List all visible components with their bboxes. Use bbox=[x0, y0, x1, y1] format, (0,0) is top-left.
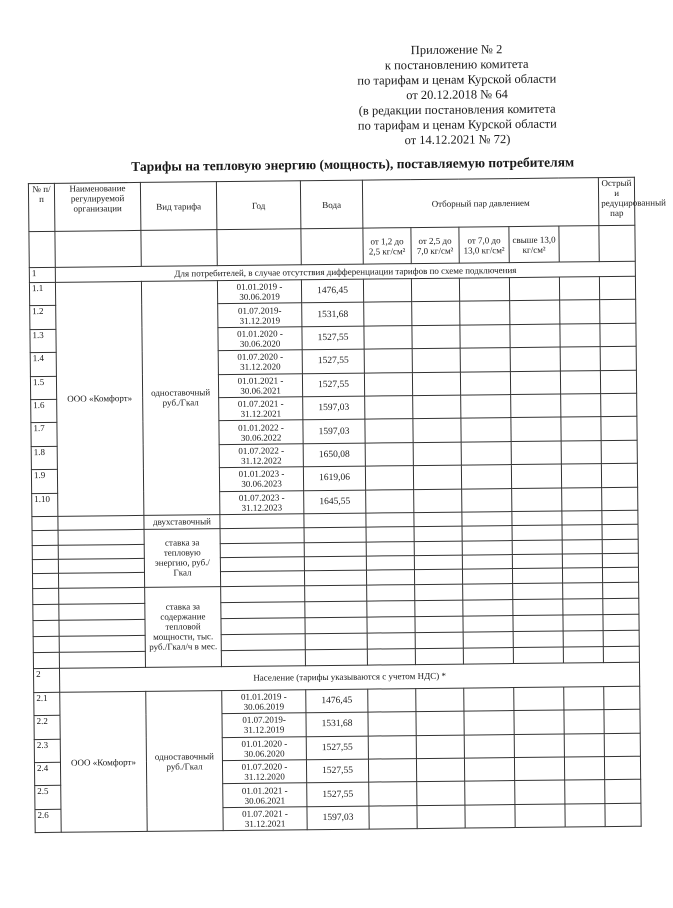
empty-cell bbox=[462, 540, 512, 555]
water-value: 1597,03 bbox=[303, 396, 365, 420]
empty-cell bbox=[365, 466, 413, 490]
empty-cell bbox=[564, 733, 604, 757]
water-value: 1531,68 bbox=[302, 302, 364, 326]
empty-cell bbox=[463, 599, 513, 616]
empty-cell bbox=[415, 616, 463, 633]
empty-cell bbox=[220, 514, 304, 529]
empty-cell bbox=[412, 301, 460, 325]
row-number: 2.2 bbox=[34, 716, 60, 740]
empty-cell bbox=[462, 488, 512, 512]
empty-cell bbox=[415, 632, 463, 649]
empty-cell bbox=[602, 510, 638, 524]
period-cell: 01.07.2020 - 31.12.2020 bbox=[218, 350, 302, 374]
row-number: 2.6 bbox=[35, 809, 61, 833]
empty-cell bbox=[563, 647, 603, 663]
water-value: 1527,55 bbox=[306, 759, 368, 783]
empty-cell bbox=[32, 516, 58, 530]
empty-cell bbox=[59, 603, 145, 620]
empty-cell bbox=[304, 513, 366, 528]
empty-cell bbox=[460, 348, 510, 372]
empty-cell bbox=[32, 573, 58, 588]
empty-cell bbox=[602, 487, 638, 511]
empty-cell bbox=[364, 325, 412, 349]
empty-cell bbox=[560, 347, 600, 371]
empty-cell bbox=[464, 734, 514, 758]
empty-cell bbox=[59, 635, 145, 652]
period-cell: 01.01.2019 - 30.06.2019 bbox=[222, 690, 306, 714]
capacity-rate: ставка за содержание тепловой мощности, тыс. руб./Гкал/ч в мес. bbox=[145, 587, 222, 668]
two-part-tariff: двухставочный bbox=[144, 515, 220, 530]
empty-cell bbox=[413, 465, 461, 489]
empty-cell bbox=[221, 586, 305, 603]
empty-cell bbox=[414, 541, 462, 556]
empty-cell bbox=[562, 554, 602, 568]
empty-cell bbox=[512, 540, 562, 555]
empty-cell bbox=[560, 370, 600, 394]
section-title: Для потребителей, в случае отсутствия дифференциации тарифов по схеме подключения bbox=[55, 261, 635, 282]
empty-cell bbox=[601, 393, 637, 417]
empty-cell bbox=[601, 417, 637, 441]
empty-cell bbox=[59, 619, 145, 636]
empty-cell bbox=[304, 556, 366, 571]
empty-cell bbox=[603, 630, 639, 646]
empty-cell bbox=[220, 571, 304, 587]
empty-cell bbox=[562, 540, 602, 554]
empty-cell bbox=[304, 542, 366, 557]
empty-cell bbox=[220, 528, 304, 544]
empty-cell bbox=[462, 525, 512, 541]
period-cell: 01.07.2019- 31.12.2019 bbox=[218, 303, 302, 327]
empty-cell bbox=[368, 688, 416, 712]
empty-cell bbox=[367, 616, 415, 633]
empty-cell bbox=[513, 631, 563, 648]
empty-cell bbox=[602, 524, 638, 539]
period-cell: 01.01.2020 - 30.06.2020 bbox=[218, 327, 302, 351]
empty-cell bbox=[509, 277, 559, 301]
period-cell: 01.07.2019- 31.12.2019 bbox=[222, 713, 306, 737]
empty-cell bbox=[58, 544, 144, 559]
document-title: Тарифы на тепловую энергию (мощность), поставляемую потребителям bbox=[131, 154, 575, 175]
empty-cell bbox=[220, 543, 304, 558]
empty-cell bbox=[603, 582, 639, 598]
empty-cell bbox=[511, 464, 561, 488]
empty-cell bbox=[366, 489, 414, 513]
empty-cell bbox=[513, 599, 563, 616]
empty-cell bbox=[58, 515, 144, 530]
empty-cell bbox=[366, 526, 414, 542]
appendix-line: (в редакции постановления комитета bbox=[358, 101, 556, 118]
period-cell: 01.01.2022 - 30.06.2022 bbox=[219, 420, 303, 444]
empty-cell bbox=[599, 276, 635, 300]
empty-cell bbox=[564, 687, 604, 711]
empty-cell bbox=[463, 583, 513, 600]
empty-cell bbox=[562, 511, 602, 525]
empty-cell bbox=[363, 279, 411, 303]
empty-cell bbox=[563, 599, 603, 615]
empty-cell bbox=[604, 756, 640, 780]
empty-cell bbox=[562, 568, 602, 583]
header-org: Наименование регулируемой организации bbox=[54, 182, 140, 231]
appendix-line: Приложение № 2 bbox=[410, 42, 503, 58]
header-steam-sub: от 1,2 до 2,5 кг/см² bbox=[363, 228, 411, 265]
empty-cell bbox=[461, 441, 511, 465]
empty-cell bbox=[603, 646, 639, 662]
water-value: 1527,55 bbox=[307, 783, 369, 807]
section-num: 1 bbox=[29, 267, 55, 282]
empty-cell bbox=[510, 347, 560, 371]
empty-cell bbox=[605, 803, 641, 827]
empty-cell bbox=[460, 301, 510, 325]
period-cell: 01.07.2021 - 31.12.2021 bbox=[223, 807, 307, 831]
empty-cell bbox=[369, 805, 417, 829]
appendix-line: от 20.12.2018 № 64 bbox=[406, 87, 508, 103]
period-cell: 01.01.2023 - 30.06.2023 bbox=[219, 467, 303, 491]
empty-cell bbox=[413, 418, 461, 442]
header-steam-sub: свыше 13,0 кг/см² bbox=[509, 226, 559, 263]
empty-cell bbox=[600, 300, 636, 324]
empty-cell bbox=[58, 572, 144, 588]
empty-cell bbox=[461, 418, 511, 442]
empty-cell bbox=[305, 633, 367, 650]
water-value: 1527,55 bbox=[302, 326, 364, 350]
empty-cell bbox=[562, 525, 602, 540]
empty-cell bbox=[416, 735, 464, 759]
empty-cell bbox=[220, 557, 304, 572]
water-value: 1597,03 bbox=[303, 419, 365, 443]
header-sharp-steam: Острый и редуцированный пар bbox=[598, 177, 635, 225]
period-cell: 01.01.2021 - 30.06.2021 bbox=[223, 783, 307, 807]
row-number: 2.3 bbox=[34, 739, 60, 763]
row-number: 2.1 bbox=[34, 692, 60, 716]
empty-cell bbox=[412, 348, 460, 372]
header-steam: Отборный пар давлением bbox=[362, 178, 599, 228]
empty-cell bbox=[367, 584, 415, 601]
empty-cell bbox=[460, 324, 510, 348]
empty-cell bbox=[305, 617, 367, 634]
water-value: 1645,55 bbox=[304, 490, 366, 514]
empty-cell bbox=[563, 615, 603, 631]
empty-cell bbox=[304, 527, 366, 543]
row-number: 1.7 bbox=[31, 423, 57, 447]
empty-cell bbox=[514, 757, 564, 781]
period-cell: 01.07.2021 - 31.12.2021 bbox=[219, 397, 303, 421]
header-steam-sub: от 7,0 до 13,0 кг/см² bbox=[459, 227, 509, 264]
empty-cell bbox=[414, 555, 462, 570]
empty-cell bbox=[364, 302, 412, 326]
empty-cell bbox=[511, 394, 561, 418]
empty-cell bbox=[368, 759, 416, 783]
empty-cell bbox=[560, 300, 600, 324]
period-cell: 01.07.2023 - 31.12.2023 bbox=[220, 490, 304, 514]
empty-cell bbox=[366, 541, 414, 556]
empty-cell bbox=[462, 511, 512, 526]
empty-cell bbox=[464, 687, 514, 711]
row-number: 1.5 bbox=[30, 376, 56, 400]
empty-cell bbox=[510, 371, 560, 395]
empty-cell bbox=[221, 634, 305, 651]
empty-cell bbox=[510, 324, 560, 348]
row-number: 2.4 bbox=[34, 762, 60, 786]
empty-cell bbox=[59, 651, 145, 668]
header-tariff-type: Вид тарифа bbox=[140, 182, 216, 231]
empty-cell bbox=[604, 710, 640, 734]
empty-cell bbox=[33, 652, 59, 668]
empty-cell bbox=[603, 567, 639, 582]
empty-cell bbox=[305, 585, 367, 602]
empty-cell bbox=[601, 440, 637, 464]
empty-cell bbox=[369, 782, 417, 806]
empty-cell bbox=[367, 632, 415, 649]
header-water: Вода bbox=[300, 180, 362, 229]
appendix-header bbox=[326, 41, 587, 149]
section-num: 2 bbox=[33, 668, 59, 692]
period-cell: 01.01.2021 - 30.06.2021 bbox=[218, 373, 302, 397]
empty-cell bbox=[417, 782, 465, 806]
empty-cell bbox=[414, 512, 462, 527]
appendix-line: от 14.12.2021 № 72) bbox=[404, 132, 511, 148]
organization-name: ООО «Комфорт» bbox=[60, 691, 147, 832]
empty-cell bbox=[416, 758, 464, 782]
empty-cell bbox=[562, 487, 602, 511]
empty-cell bbox=[561, 464, 601, 488]
empty-cell bbox=[305, 601, 367, 618]
empty-cell bbox=[464, 758, 514, 782]
row-number: 1.8 bbox=[31, 446, 57, 470]
empty-cell bbox=[512, 511, 562, 526]
empty-cell bbox=[463, 615, 513, 632]
empty-cell bbox=[461, 395, 511, 419]
empty-cell bbox=[605, 780, 641, 804]
section-title: Население (тарифы указываются с учетом НДС) * bbox=[59, 662, 639, 692]
empty-cell bbox=[563, 631, 603, 647]
empty-cell bbox=[416, 688, 464, 712]
document-body bbox=[14, 0, 666, 908]
empty-cell bbox=[366, 555, 414, 570]
empty-cell bbox=[559, 277, 599, 301]
empty-cell bbox=[58, 529, 144, 545]
empty-cell bbox=[565, 780, 605, 804]
empty-cell bbox=[563, 583, 603, 599]
empty-cell bbox=[463, 631, 513, 648]
empty-cell bbox=[412, 325, 460, 349]
empty-cell bbox=[512, 525, 562, 541]
empty-cell bbox=[515, 804, 565, 828]
row-number: 1.3 bbox=[30, 329, 56, 353]
empty-cell bbox=[465, 804, 515, 828]
empty-cell bbox=[561, 440, 601, 464]
empty-cell bbox=[462, 568, 512, 584]
empty-cell bbox=[364, 372, 412, 396]
empty-cell bbox=[461, 465, 511, 489]
empty-cell bbox=[560, 323, 600, 347]
organization-name: ООО «Комфорт» bbox=[55, 281, 143, 516]
empty-cell bbox=[463, 647, 513, 664]
row-number: 1.9 bbox=[31, 469, 57, 493]
empty-cell bbox=[561, 394, 601, 418]
energy-rate: ставка за тепловую энергию, руб./Гкал bbox=[144, 529, 221, 588]
empty-cell bbox=[413, 442, 461, 466]
empty-cell bbox=[561, 417, 601, 441]
row-number: 2.5 bbox=[35, 786, 61, 810]
empty-cell bbox=[511, 441, 561, 465]
empty-cell bbox=[512, 488, 562, 512]
empty-cell bbox=[366, 512, 414, 527]
empty-cell bbox=[33, 636, 59, 652]
empty-cell bbox=[514, 734, 564, 758]
empty-cell bbox=[367, 648, 415, 665]
empty-cell bbox=[515, 780, 565, 804]
row-number: 1.4 bbox=[30, 352, 56, 376]
empty-cell bbox=[513, 583, 563, 600]
empty-cell bbox=[415, 648, 463, 665]
empty-cell bbox=[414, 489, 462, 513]
empty-cell bbox=[511, 417, 561, 441]
empty-cell bbox=[365, 396, 413, 420]
empty-cell bbox=[464, 711, 514, 735]
water-value: 1527,55 bbox=[302, 349, 364, 373]
empty-cell bbox=[33, 588, 59, 604]
period-cell: 01.01.2019 - 30.06.2019 bbox=[217, 280, 301, 304]
header-year: Год bbox=[216, 181, 300, 230]
empty-cell bbox=[368, 712, 416, 736]
empty-cell bbox=[513, 615, 563, 632]
empty-cell bbox=[604, 733, 640, 757]
empty-cell bbox=[221, 618, 305, 635]
period-cell: 01.07.2022 - 31.12.2022 bbox=[219, 443, 303, 467]
empty-cell bbox=[600, 370, 636, 394]
empty-cell bbox=[413, 395, 461, 419]
period-cell: 01.01.2020 - 30.06.2020 bbox=[222, 736, 306, 760]
water-value: 1619,06 bbox=[303, 466, 365, 490]
empty-cell bbox=[565, 803, 605, 827]
water-value: 1476,45 bbox=[306, 689, 368, 713]
empty-cell bbox=[600, 346, 636, 370]
header-steam-sub: от 2,5 до 7,0 кг/см² bbox=[411, 227, 459, 264]
empty-cell bbox=[415, 584, 463, 601]
empty-cell bbox=[603, 598, 639, 614]
empty-cell bbox=[305, 649, 367, 666]
empty-cell bbox=[512, 554, 562, 569]
empty-cell bbox=[32, 530, 58, 545]
empty-cell bbox=[465, 781, 515, 805]
empty-cell bbox=[59, 587, 145, 604]
empty-cell bbox=[32, 559, 58, 573]
empty-cell bbox=[513, 647, 563, 664]
appendix-line: по тарифам и ценам Курской области bbox=[357, 71, 557, 88]
appendix-line: по тарифам и ценам Курской области bbox=[357, 116, 557, 133]
empty-cell bbox=[414, 569, 462, 585]
empty-cell bbox=[412, 372, 460, 396]
header-num: № п/п bbox=[28, 183, 55, 231]
empty-cell bbox=[415, 600, 463, 617]
empty-cell bbox=[510, 300, 560, 324]
water-value: 1597,03 bbox=[307, 806, 369, 830]
empty-cell bbox=[512, 568, 562, 584]
empty-cell bbox=[366, 569, 414, 585]
empty-cell bbox=[365, 419, 413, 443]
water-value: 1527,55 bbox=[306, 736, 368, 760]
empty-cell bbox=[411, 278, 459, 302]
tariff-type: одноставочный руб./Гкал bbox=[141, 281, 219, 516]
empty-cell bbox=[32, 545, 58, 559]
row-number: 1.1 bbox=[29, 282, 55, 306]
empty-cell bbox=[221, 602, 305, 619]
empty-cell bbox=[514, 687, 564, 711]
empty-cell bbox=[304, 570, 366, 586]
tariff-type: одноставочный руб./Гкал bbox=[146, 691, 223, 832]
row-number: 1.2 bbox=[30, 306, 56, 330]
tariff-table bbox=[28, 177, 666, 834]
empty-cell bbox=[368, 735, 416, 759]
empty-cell bbox=[367, 600, 415, 617]
water-value: 1527,55 bbox=[302, 373, 364, 397]
empty-cell bbox=[33, 604, 59, 620]
empty-cell bbox=[462, 554, 512, 569]
water-value: 1476,45 bbox=[301, 279, 363, 303]
empty-cell bbox=[604, 686, 640, 710]
water-value: 1650,08 bbox=[303, 443, 365, 467]
empty-cell bbox=[602, 539, 638, 553]
row-number: 1.10 bbox=[32, 493, 58, 517]
empty-cell bbox=[601, 463, 637, 487]
empty-cell bbox=[416, 711, 464, 735]
empty-cell bbox=[58, 558, 144, 573]
empty-cell bbox=[417, 805, 465, 829]
empty-cell bbox=[33, 620, 59, 636]
empty-cell bbox=[564, 757, 604, 781]
empty-cell bbox=[414, 526, 462, 542]
water-value: 1531,68 bbox=[306, 712, 368, 736]
empty-cell bbox=[364, 349, 412, 373]
empty-cell bbox=[602, 553, 638, 567]
empty-cell bbox=[564, 710, 604, 734]
row-number: 1.6 bbox=[31, 399, 57, 423]
empty-cell bbox=[221, 650, 305, 667]
empty-cell bbox=[600, 323, 636, 347]
empty-cell bbox=[459, 278, 509, 302]
empty-cell bbox=[460, 371, 510, 395]
period-cell: 01.07.2020 - 31.12.2020 bbox=[222, 760, 306, 784]
empty-cell bbox=[514, 710, 564, 734]
empty-cell bbox=[603, 614, 639, 630]
appendix-line: к постановлению комитета bbox=[384, 56, 529, 73]
empty-cell bbox=[365, 442, 413, 466]
